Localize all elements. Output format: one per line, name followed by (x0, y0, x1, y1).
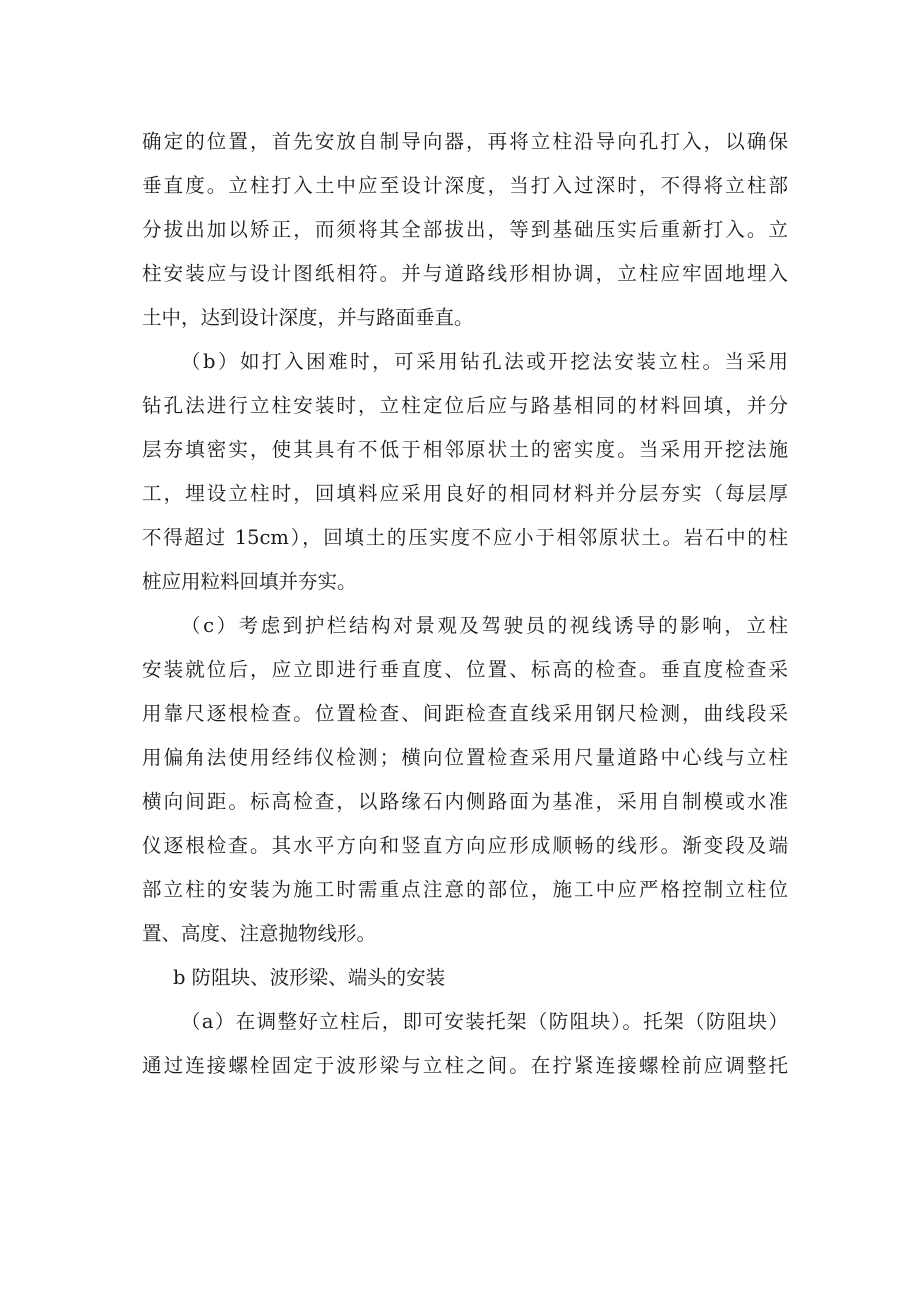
text-line: 用偏角法使用经纬仪检测；横向位置检查采用尺量道路中心线与立柱 (142, 746, 788, 769)
text-line: 确定的位置，首先安放自制导向器，再将立柱沿导向孔打入，以确保 (142, 130, 788, 153)
text-line: 分拔出加以矫正，而须将其全部拔出，等到基础压实后重新打入。立 (142, 218, 788, 241)
text-line: 仪逐根检查。其水平方向和竖直方向应形成顺畅的线形。渐变段及端 (142, 834, 788, 857)
text-line: 通过连接螺栓固定于波形梁与立柱之间。在拧紧连接螺栓前应调整托 (142, 1054, 788, 1077)
paragraph-first-line: （b）如打入困难时，可采用钻孔法或开挖法安装立柱。当采用 (181, 350, 788, 373)
text-line: 不得超过 15cm），回填土的压实度不应小于相邻原状土。岩石中的柱 (142, 526, 788, 549)
document-body (142, 120, 788, 1088)
text-line: 桩应用粒料回填并夯实。 (142, 570, 357, 593)
text-line: 安装就位后，应立即进行垂直度、位置、标高的检查。垂直度检查采 (142, 658, 788, 681)
section-heading: b 防阻块、波形梁、端头的安装 (173, 966, 446, 989)
text-line: 置、高度、注意抛物线形。 (142, 922, 377, 945)
text-line: 工，埋设立柱时，回填料应采用良好的相同材料并分层夯实（每层厚 (142, 482, 788, 505)
paragraph-first-line: （c）考虑到护栏结构对景观及驾驶员的视线诱导的影响，立柱 (181, 614, 788, 637)
text-line: 部立柱的安装为施工时需重点注意的部位，施工中应严格控制立柱位 (142, 878, 788, 901)
text-line: 土中，达到设计深度，并与路面垂直。 (142, 306, 474, 329)
text-line: 用靠尺逐根检查。位置检查、间距检查直线采用钢尺检测，曲线段采 (142, 702, 788, 725)
paragraph-first-line: （a）在调整好立柱后，即可安装托架（防阻块）。托架（防阻块） (181, 1010, 788, 1033)
text-line: 钻孔法进行立柱安装时，立柱定位后应与路基相同的材料回填，并分 (142, 394, 788, 417)
text-line: 垂直度。立柱打入土中应至设计深度，当打入过深时，不得将立柱部 (142, 174, 788, 197)
text-line: 层夯填密实，使其具有不低于相邻原状土的密实度。当采用开挖法施 (142, 438, 788, 461)
text-line: 柱安装应与设计图纸相符。并与道路线形相协调，立柱应牢固地埋入 (142, 262, 788, 285)
text-line: 横向间距。标高检查，以路缘石内侧路面为基准，采用自制模或水准 (142, 790, 788, 813)
